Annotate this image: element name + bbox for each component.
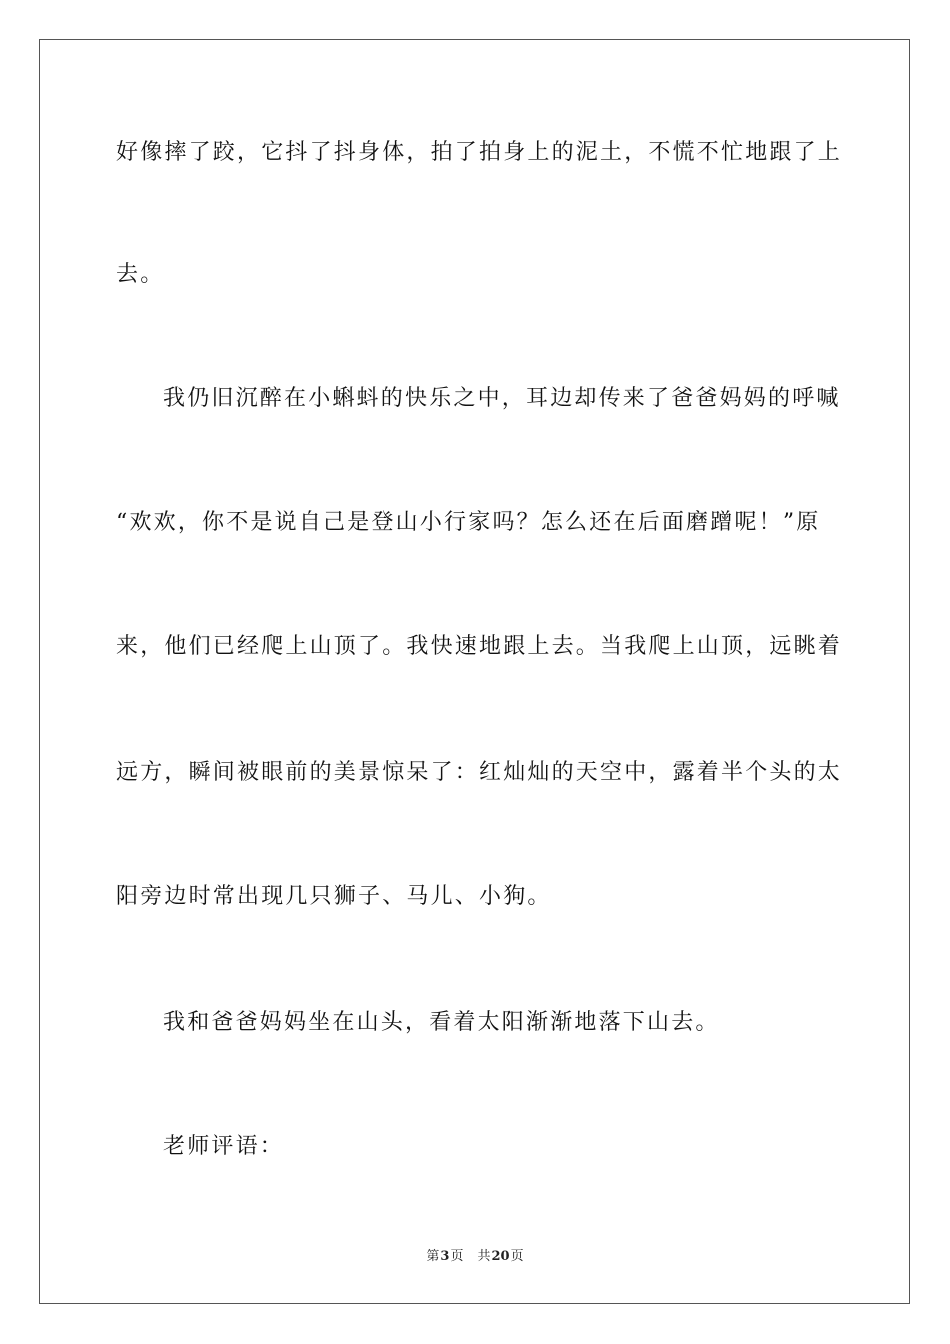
teacher-comment-heading: 老师评语： xyxy=(163,1134,285,1159)
page-prefix: 第 xyxy=(426,1249,440,1264)
paragraph-line-3: 我仍旧沉醉在小蝌蚪的快乐之中，耳边却传来了爸爸妈妈的呼喊 xyxy=(163,386,841,411)
paragraph-line-1: 好像摔了跤，它抖了抖身体，拍了拍身上的泥土，不慌不忙地跟了上 xyxy=(116,140,843,165)
total-suffix: 页 xyxy=(510,1249,524,1264)
page-number: 3 xyxy=(440,1249,450,1264)
total-prefix: 共 xyxy=(477,1249,491,1264)
paragraph-line-6: 远方，瞬间被眼前的美景惊呆了：红灿灿的天空中，露着半个头的太 xyxy=(116,760,843,785)
paragraph-line-4: “欢欢，你不是说自己是登山小行家吗？怎么还在后面磨蹭呢！”原 xyxy=(116,510,821,535)
total-pages: 20 xyxy=(491,1249,510,1264)
page-footer xyxy=(0,1248,950,1266)
paragraph-line-5: 来，他们已经爬上山顶了。我快速地跟上去。当我爬上山顶，远眺着 xyxy=(116,634,843,659)
page-suffix: 页 xyxy=(450,1249,464,1264)
paragraph-line-2: 去。 xyxy=(116,262,165,287)
paragraph-line-8: 我和爸爸妈妈坐在山头，看着太阳渐渐地落下山去。 xyxy=(163,1010,720,1035)
paragraph-line-7: 阳旁边时常出现几只狮子、马儿、小狗。 xyxy=(116,884,552,909)
page-border xyxy=(39,39,910,1304)
